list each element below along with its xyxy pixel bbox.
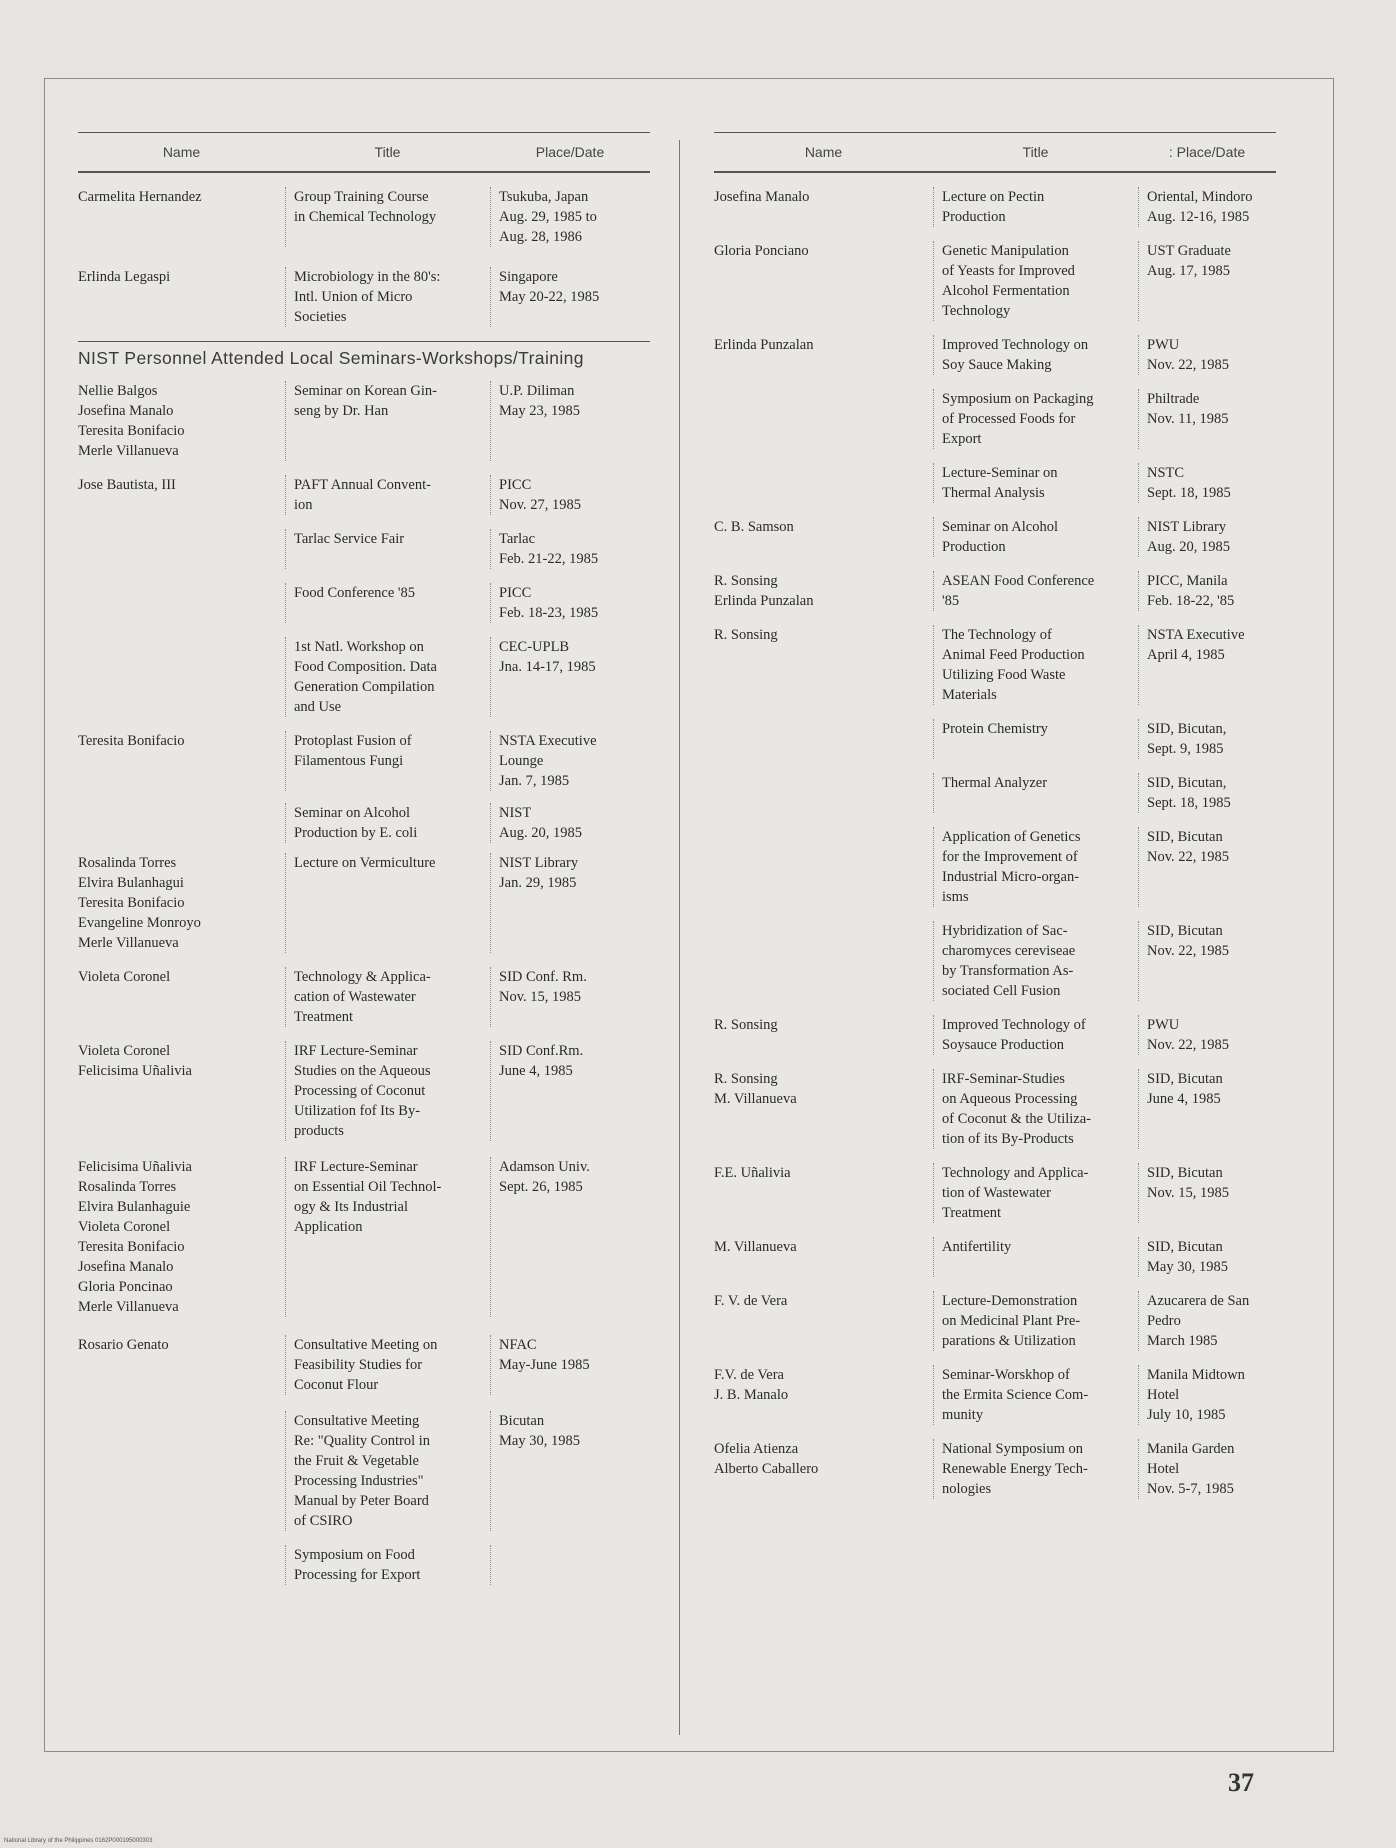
attendee-names xyxy=(78,1411,285,1531)
table-row xyxy=(78,1157,650,1317)
seminar-title: National Symposium on Renewable Energy Tech- nologies xyxy=(933,1439,1138,1499)
table-row xyxy=(714,921,1276,1001)
place-date: Manila Garden Hotel Nov. 5-7, 1985 xyxy=(1138,1439,1276,1499)
table-row xyxy=(714,625,1276,705)
place-date: Adamson Univ. Sept. 26, 1985 xyxy=(490,1157,650,1317)
footer-credit: National Library of the Philippines 0162P000195000303 xyxy=(4,1838,153,1844)
attendee-names: Erlinda Legaspi xyxy=(78,269,171,285)
table-row xyxy=(78,267,650,327)
attendee-names: R. Sonsing Erlinda Punzalan xyxy=(714,573,814,609)
place-date: Tarlac Feb. 21-22, 1985 xyxy=(490,529,650,569)
place-date: SID, Bicutan Nov. 22, 1985 xyxy=(1138,827,1276,907)
place-date: UST Graduate Aug. 17, 1985 xyxy=(1138,241,1276,321)
attendee-names xyxy=(714,719,933,759)
seminar-title: Improved Technology of Soysauce Production xyxy=(933,1015,1138,1055)
seminar-title: Consultative Meeting Re: "Quality Control in the Fruit & Vegetable Processing Industries" Manual by Peter Board of CSIRO xyxy=(285,1411,490,1531)
attendee-names: C. B. Samson xyxy=(714,519,794,535)
seminar-title: Lecture-Demonstration on Medicinal Plant Pre- parations & Utilization xyxy=(933,1291,1138,1351)
header-title: Title xyxy=(374,144,401,160)
seminar-title: Technology and Applica- tion of Wastewater Treatment xyxy=(933,1163,1138,1223)
place-date: NSTA Executive April 4, 1985 xyxy=(1138,625,1276,705)
seminar-title: PAFT Annual Convent- ion xyxy=(285,475,490,515)
header-name: Name xyxy=(162,144,201,160)
seminar-title: Seminar-Worskhop of the Ermita Science Com- munity xyxy=(933,1365,1138,1425)
seminar-title: Group Training Course in Chemical Technology xyxy=(285,187,490,247)
local-seminars-list xyxy=(78,381,650,1585)
table-row xyxy=(78,1041,650,1141)
place-date: SID, Bicutan Nov. 15, 1985 xyxy=(1138,1163,1276,1223)
table-row xyxy=(78,475,650,515)
place-date: Bicutan May 30, 1985 xyxy=(490,1411,650,1531)
table-row xyxy=(714,241,1276,321)
seminar-title: Hybridization of Sac- charomyces cereviseae by Transformation As- sociated Cell Fusion xyxy=(933,921,1138,1001)
attendee-names: R. Sonsing xyxy=(714,1017,778,1033)
place-date: Azucarera de San Pedro March 1985 xyxy=(1138,1291,1276,1351)
place-date: SID Conf.Rm. June 4, 1985 xyxy=(490,1041,650,1141)
attendee-names: F. V. de Vera xyxy=(714,1293,788,1309)
seminar-title: IRF Lecture-Seminar Studies on the Aqueous Processing of Coconut Utilization fof Its By- products xyxy=(285,1041,490,1141)
place-date: Philtrade Nov. 11, 1985 xyxy=(1138,389,1276,449)
seminar-title: Protoplast Fusion of Filamentous Fungi xyxy=(285,731,490,791)
table-row xyxy=(78,1411,650,1531)
table-row xyxy=(714,1439,1276,1499)
table-row xyxy=(78,731,650,791)
place-date: SID, Bicutan, Sept. 18, 1985 xyxy=(1138,773,1276,813)
table-row xyxy=(78,803,650,843)
attendee-names: Violeta Coronel xyxy=(78,969,171,985)
seminar-title: Lecture on Vermiculture xyxy=(285,853,490,953)
table-row xyxy=(78,637,650,717)
attendee-names xyxy=(78,1545,285,1585)
seminar-title: Protein Chemistry xyxy=(933,719,1138,759)
seminar-title: Symposium on Packaging of Processed Foods for Export xyxy=(933,389,1138,449)
attendee-names xyxy=(714,389,933,449)
place-date: NIST Library Aug. 20, 1985 xyxy=(1138,517,1276,557)
seminar-title: Technology & Applica- cation of Wastewater Treatment xyxy=(285,967,490,1027)
attendee-names: Rosario Genato xyxy=(78,1337,169,1353)
place-date: PICC Feb. 18-23, 1985 xyxy=(490,583,650,623)
table-row xyxy=(714,1365,1276,1425)
place-date: NIST Aug. 20, 1985 xyxy=(490,803,650,843)
table-row xyxy=(714,827,1276,907)
attendee-names: Jose Bautista, III xyxy=(78,477,176,493)
seminar-title: Consultative Meeting on Feasibility Studies for Coconut Flour xyxy=(285,1335,490,1395)
place-date: PWU Nov. 22, 1985 xyxy=(1138,335,1276,375)
attendee-names: Teresita Bonifacio xyxy=(78,733,185,749)
table-row xyxy=(714,335,1276,375)
place-date: PWU Nov. 22, 1985 xyxy=(1138,1015,1276,1055)
seminar-title: Microbiology in the 80's: Intl. Union of Micro Societies xyxy=(285,267,490,327)
table-row xyxy=(714,719,1276,759)
header-place: : Place/Date xyxy=(1168,144,1246,160)
attendee-names xyxy=(78,583,285,623)
seminar-title: 1st Natl. Workshop on Food Composition. Data Generation Compilation and Use xyxy=(285,637,490,717)
column-divider xyxy=(679,140,680,1735)
attendee-names: Carmelita Hernandez xyxy=(78,189,202,205)
place-date: PICC, Manila Feb. 18-22, '85 xyxy=(1138,571,1276,611)
attendee-names: Josefina Manalo xyxy=(714,189,810,205)
table-row xyxy=(714,1237,1276,1277)
seminar-title: Tarlac Service Fair xyxy=(285,529,490,569)
place-date: NFAC May-June 1985 xyxy=(490,1335,650,1395)
attendee-names: F.E. Uñalivia xyxy=(714,1165,791,1181)
seminar-title: Seminar on Alcohol Production xyxy=(933,517,1138,557)
place-date: SID, Bicutan May 30, 1985 xyxy=(1138,1237,1276,1277)
seminar-title: ASEAN Food Conference '85 xyxy=(933,571,1138,611)
attendee-names: Nellie Balgos Josefina Manalo Teresita Bonifacio Merle Villanueva xyxy=(78,383,185,459)
foreign-training-list xyxy=(78,187,650,327)
seminar-title: Antifertility xyxy=(933,1237,1138,1277)
place-date: SID, Bicutan June 4, 1985 xyxy=(1138,1069,1276,1149)
attendee-names: Erlinda Punzalan xyxy=(714,337,814,353)
table-row xyxy=(78,187,650,247)
table-row xyxy=(78,967,650,1027)
attendee-names: R. Sonsing M. Villanueva xyxy=(714,1071,797,1107)
table-row xyxy=(78,1545,650,1585)
seminar-title: Lecture-Seminar on Thermal Analysis xyxy=(933,463,1138,503)
seminar-title: Seminar on Alcohol Production by E. coli xyxy=(285,803,490,843)
table-row xyxy=(78,1335,650,1395)
place-date: SID, Bicutan Nov. 22, 1985 xyxy=(1138,921,1276,1001)
attendee-names: Violeta Coronel Felicisima Uñalivia xyxy=(78,1043,192,1079)
seminar-title: Improved Technology on Soy Sauce Making xyxy=(933,335,1138,375)
seminar-title: Seminar on Korean Gin- seng by Dr. Han xyxy=(285,381,490,461)
attendee-names xyxy=(78,637,285,717)
seminar-title: Genetic Manipulation of Yeasts for Improved Alcohol Fermentation Technology xyxy=(933,241,1138,321)
attendee-names xyxy=(78,803,285,843)
right-seminars-list xyxy=(714,187,1276,1499)
attendee-names xyxy=(714,463,933,503)
place-date: NIST Library Jan. 29, 1985 xyxy=(490,853,650,953)
attendee-names: Felicisima Uñalivia Rosalinda Torres Elvira Bulanhaguie Violeta Coronel Teresita Bonifacio Josefina Manalo Gloria Poncinao Merle Villanueva xyxy=(78,1159,192,1315)
seminar-title: Food Conference '85 xyxy=(285,583,490,623)
attendee-names: R. Sonsing xyxy=(714,627,778,643)
place-date: PICC Nov. 27, 1985 xyxy=(490,475,650,515)
attendee-names: M. Villanueva xyxy=(714,1239,797,1255)
table-row xyxy=(714,1163,1276,1223)
table-row xyxy=(714,773,1276,813)
header-place: Place/Date xyxy=(535,144,605,160)
table-row xyxy=(78,853,650,953)
section-title: NIST Personnel Attended Local Seminars-Workshops/Training xyxy=(78,341,650,369)
table-row xyxy=(714,389,1276,449)
place-date: NSTC Sept. 18, 1985 xyxy=(1138,463,1276,503)
place-date: Oriental, Mindoro Aug. 12-16, 1985 xyxy=(1138,187,1276,227)
table-row xyxy=(714,187,1276,227)
seminar-title: The Technology of Animal Feed Production Utilizing Food Waste Materials xyxy=(933,625,1138,705)
seminar-title: IRF-Seminar-Studies on Aqueous Processing of Coconut & the Utiliza- tion of its By-Products xyxy=(933,1069,1138,1149)
left-column xyxy=(78,132,650,1585)
seminar-title: Symposium on Food Processing for Export xyxy=(285,1545,490,1585)
table-row xyxy=(714,517,1276,557)
place-date: NSTA Executive Lounge Jan. 7, 1985 xyxy=(490,731,650,791)
header-title: Title xyxy=(1022,144,1049,160)
page-number: 37 xyxy=(1228,1768,1254,1797)
table-row xyxy=(714,463,1276,503)
table-row xyxy=(78,529,650,569)
attendee-names xyxy=(78,529,285,569)
place-date: U.P. Diliman May 23, 1985 xyxy=(490,381,650,461)
attendee-names: Gloria Ponciano xyxy=(714,243,809,259)
table-row xyxy=(714,571,1276,611)
right-table-header xyxy=(714,132,1276,173)
place-date xyxy=(490,1545,650,1585)
table-row xyxy=(714,1015,1276,1055)
seminar-title: Thermal Analyzer xyxy=(933,773,1138,813)
place-date: CEC-UPLB Jna. 14-17, 1985 xyxy=(490,637,650,717)
attendee-names xyxy=(714,827,933,907)
table-row xyxy=(78,583,650,623)
attendee-names: F.V. de Vera J. B. Manalo xyxy=(714,1367,789,1403)
seminar-title: Application of Genetics for the Improvement of Industrial Micro-organ- isms xyxy=(933,827,1138,907)
place-date: SID, Bicutan, Sept. 9, 1985 xyxy=(1138,719,1276,759)
left-table-header xyxy=(78,132,650,173)
attendee-names xyxy=(714,773,933,813)
place-date: Singapore May 20-22, 1985 xyxy=(490,267,650,327)
attendee-names xyxy=(714,921,933,1001)
table-row xyxy=(78,381,650,461)
attendee-names: Ofelia Atienza Alberto Caballero xyxy=(714,1441,819,1477)
place-date: SID Conf. Rm. Nov. 15, 1985 xyxy=(490,967,650,1027)
table-row xyxy=(714,1069,1276,1149)
right-column xyxy=(714,132,1276,1499)
place-date: Tsukuba, Japan Aug. 29, 1985 to Aug. 28, 1986 xyxy=(490,187,650,247)
attendee-names: Rosalinda Torres Elvira Bulanhagui Teresita Bonifacio Evangeline Monroyo Merle Villanueva xyxy=(78,855,201,951)
table-row xyxy=(714,1291,1276,1351)
header-name: Name xyxy=(804,144,843,160)
seminar-title: Lecture on Pectin Production xyxy=(933,187,1138,227)
place-date: Manila Midtown Hotel July 10, 1985 xyxy=(1138,1365,1276,1425)
seminar-title: IRF Lecture-Seminar on Essential Oil Technol- ogy & Its Industrial Application xyxy=(285,1157,490,1317)
